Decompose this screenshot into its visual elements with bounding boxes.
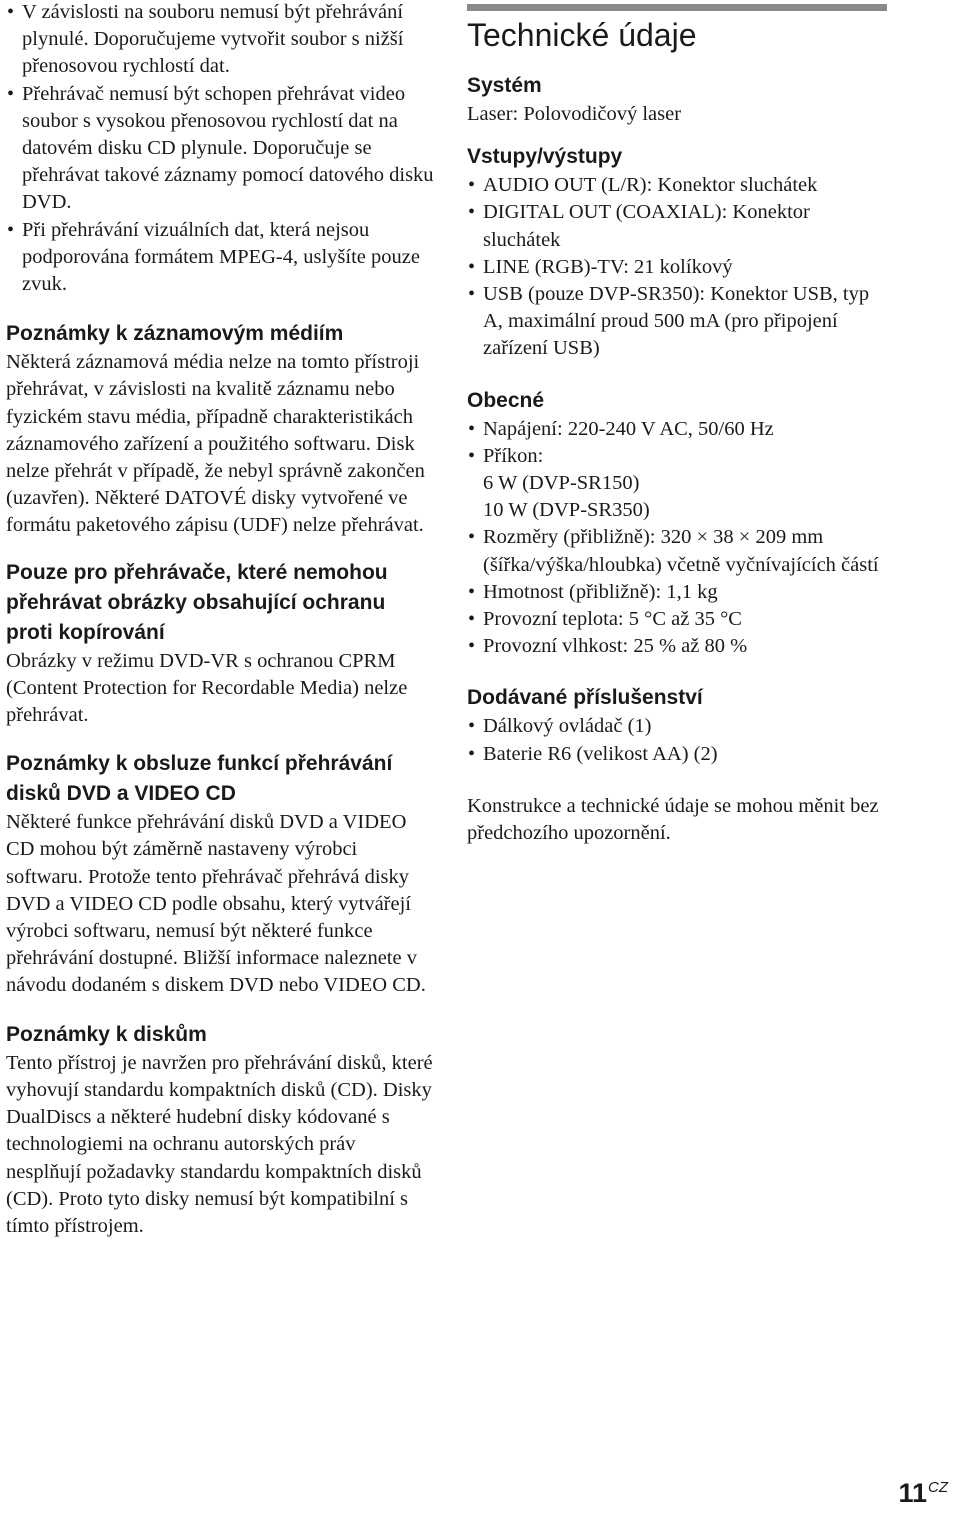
section-text: Obrázky v režimu DVD-VR s ochranou CPRM (Content Protection for Recordable Media) nelze přehrávat.	[6, 649, 408, 727]
footer-note: Konstrukce a technické údaje se mohou měnit bez předchozího upozornění.	[467, 794, 879, 845]
section-text: Některé funkce přehrávání disků DVD a VIDEO CD mohou být záměrně nastaveny výrobci softwaru. Protože tento přehrávač přehrává disky DVD a VIDEO CD podle obsahu, který vytvářejí výrobci softwaru, nemusí být některé funkce přehrávání dostupné. Bližší informace naleznete v návodu dodaném s diskem DVD nebo VIDEO CD.	[6, 811, 426, 997]
spec-line: 6 W (DVP-SR150)	[483, 472, 640, 495]
section-heading: Poznámky k diskům	[6, 1022, 207, 1046]
spec-io	[467, 142, 887, 362]
spec-list	[467, 172, 887, 362]
section-heading: Pouze pro přehrávače, které nemohou přehrávat obrázky obsahující ochranu proti kopírování	[6, 560, 388, 644]
title-rule	[467, 4, 887, 11]
spec-item: • DIGITAL OUT (COAXIAL): Konektor sluchátek	[467, 199, 887, 253]
spec-general	[467, 386, 887, 661]
page-number-value: 11	[898, 1478, 927, 1508]
spec-accessories	[467, 683, 887, 767]
right-column	[467, 0, 887, 847]
intro-bullet: • V závislosti na souboru nemusí být přehrávání plynulé. Doporučujeme vytvořit soubor s nižší přenosovou rychlostí dat.	[6, 0, 434, 81]
spec-item: • USB (pouze DVP-SR350): Konektor USB, typ A, maximální proud 500 mA (pro připojení zařízení USB)	[467, 281, 887, 363]
spec-item: • AUDIO OUT (L/R): Konektor sluchátek	[467, 172, 887, 199]
intro-bullet-list	[6, 0, 434, 298]
spec-item: • Provozní teplota: 5 °C až 35 °C	[467, 606, 887, 633]
section-heading: Poznámky k záznamovým médiím	[6, 322, 344, 346]
left-column	[6, 0, 434, 1240]
spec-line: • Příkon:	[483, 444, 544, 467]
spec-system	[467, 71, 887, 128]
page-title: Technické údaje	[467, 17, 697, 53]
section-text: Některá záznamová média nelze na tomto přístroji přehrávat, v závislosti na kvalitě záznamu nebo fyzickém stavu média, případně charakteristikách záznamového zařízení a použitého softwaru. Disk nelze přehrát v případě, že nebyl správně zakončen (uzavřen). Některé DATOVÉ disky vytvořené ve formátu paketového zápisu (UDF) nelze přehrávat.	[6, 351, 425, 537]
page-number	[898, 1478, 948, 1509]
section-dvd-vcd-operation	[6, 749, 434, 999]
spec-line: 10 W (DVP-SR350)	[483, 499, 650, 522]
intro-bullet: • Při přehrávání vizuálních dat, která nejsou podporována formátem MPEG-4, uslyšíte pouze zvuk.	[6, 217, 434, 299]
spec-item: • Napájení: 220-240 V AC, 50/60 Hz	[467, 416, 887, 443]
intro-bullet: • Přehrávač nemusí být schopen přehrávat video soubor s vysokou přenosovou rychlostí dat na datovém disku CD plynule. Doporučuje se přehrávat takové záznamy pomocí datového disku DVD.	[6, 81, 434, 217]
section-heading: Poznámky k obsluze funkcí přehrávání disků DVD a VIDEO CD	[6, 752, 393, 806]
spec-heading: Obecné	[467, 388, 545, 412]
spec-item: • Dálkový ovládač (1)	[467, 713, 887, 740]
spec-item: • LINE (RGB)-TV: 21 kolíkový	[467, 254, 887, 281]
spec-item	[467, 443, 887, 525]
spec-list	[467, 713, 887, 767]
spec-heading: Systém	[467, 74, 542, 97]
spec-item: • Provozní vlhkost: 25 % až 80 %	[467, 633, 887, 660]
section-media-notes	[6, 319, 434, 539]
spec-heading: Dodávané příslušenství	[467, 686, 703, 710]
spec-item: • Hmotnost (přibližně): 1,1 kg	[467, 579, 887, 606]
page-language-code: CZ	[928, 1479, 948, 1496]
spec-text: Laser: Polovodičový laser	[467, 103, 682, 125]
section-disc-notes	[6, 1020, 434, 1240]
spec-heading: Vstupy/výstupy	[467, 145, 623, 169]
spec-list	[467, 416, 887, 661]
section-copy-protection	[6, 558, 434, 730]
spec-item: • Rozměry (přibližně): 320 × 38 × 209 mm (šířka/výška/hloubka) včetně vyčnívajících částí	[467, 524, 887, 578]
spec-item: • Baterie R6 (velikost AA) (2)	[467, 741, 887, 768]
section-text: Tento přístroj je navržen pro přehrávání disků, které vyhovují standardu kompaktních disků (CD). Disky DualDiscs a některé hudební disky kódované s technologiemi na ochranu autorských práv nesplňují požadavky standardu kompaktních disků (CD). Proto tyto disky nemusí být kompatibilní s tímto přístrojem.	[6, 1051, 433, 1237]
